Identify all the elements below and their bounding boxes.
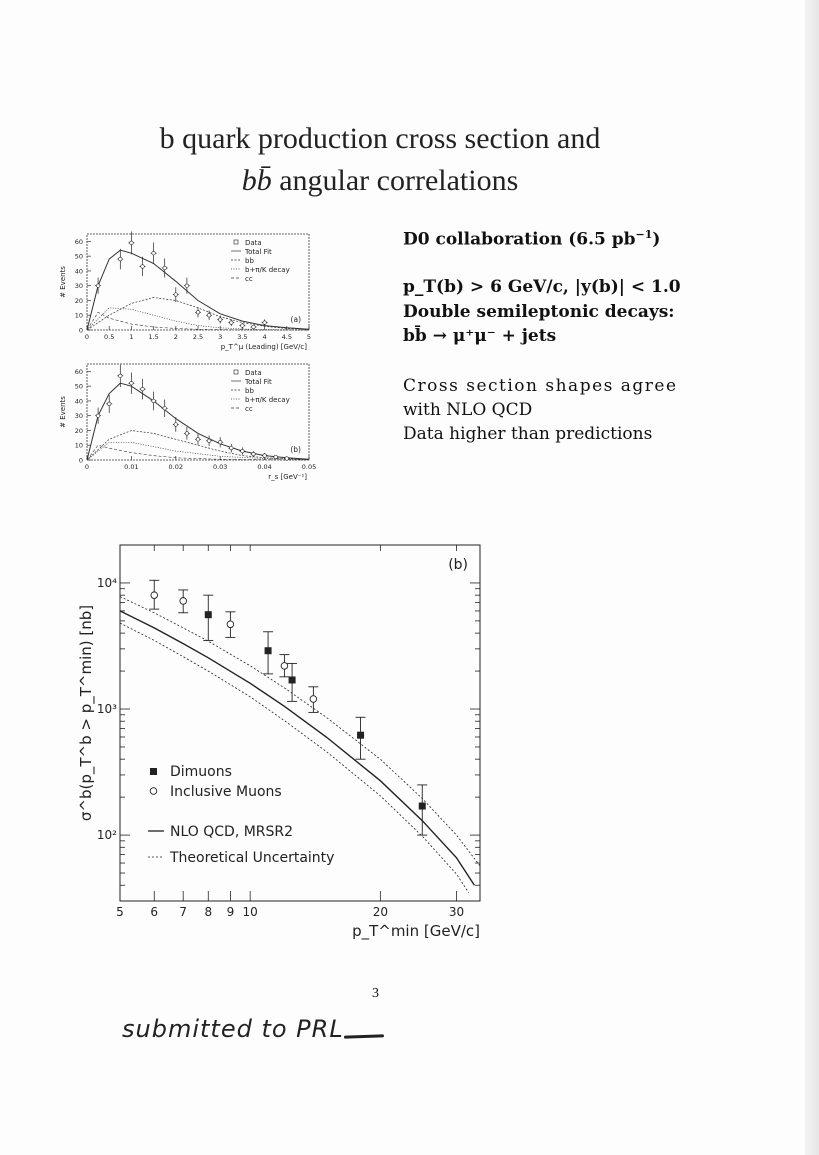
inclusive-muon-point [281,663,288,670]
legend-label: Data [245,369,262,377]
page-number: 3 [372,986,379,1001]
y-tick-label: 30 [74,412,83,421]
y-tick-label: 10⁴ [96,575,117,590]
collab-text: D0 collaboration (6.5 pb [403,229,636,250]
legend-marker-data [234,240,238,244]
agree-line-1: Cross section shapes agree [403,376,678,396]
x-axis-label: r_s [GeV⁻¹] [268,473,307,481]
title-line-2-rest: angular correlations [271,164,519,197]
y-tick-label: 50 [74,252,83,261]
y-tick-label: 10² [96,828,117,843]
dimuon-point [265,647,272,654]
panel-label: (b) [448,557,468,573]
page-title [140,118,620,202]
x-tick-label: 30 [448,905,465,919]
y-tick-label: 0 [78,456,83,465]
x-tick-label: 0.5 [104,333,115,341]
inclusive-muon-point [227,621,234,628]
data-point [263,321,267,325]
curve-totalfit [87,383,309,460]
x-tick-label: 1.5 [148,333,159,341]
decays-line-2: bb̄ → μ⁺μ⁻ + jets [403,326,557,346]
data-point [141,387,145,391]
title-line-1: b quark production cross section and [159,122,601,155]
x-tick-label: 7 [179,905,188,919]
data-point [230,446,234,450]
dimuon-point [289,676,296,683]
data-point [263,454,267,458]
y-tick-label: 20 [74,426,83,435]
x-tick-label: 0.05 [301,463,317,471]
inclusive-muon-point [151,592,158,599]
dimuon-point [357,732,364,739]
legend-label: b+π/K decay [245,396,290,404]
data-point [252,452,256,456]
data-point [218,318,222,322]
data-point [119,257,123,261]
data-point [241,324,245,328]
panel-label: (a) [290,315,301,324]
data-point [130,241,134,245]
y-tick-label: 40 [74,267,83,276]
legend-label-inclusive: Inclusive Muons [170,784,282,800]
panel-label: (b) [290,445,301,454]
y-tick-label: 40 [74,397,83,406]
title-bbbar: bb̄ [241,164,272,197]
agree-line-2: with NLO QCD [403,400,533,420]
curve-nlo-qcd [120,611,474,885]
x-tick-label: 4 [262,333,267,341]
data-point [207,313,211,317]
legend-label: Data [245,239,262,247]
legend-label-uncertainty: Theoretical Uncertainty [170,850,335,866]
legend-label: cc [245,405,253,413]
y-tick-label: 20 [74,296,83,305]
plot-a [55,228,320,358]
x-axis-label: p_T^μ (Leading) [GeV/c] [220,343,307,351]
x-tick-label: 0.04 [257,463,272,471]
x-tick-label: 20 [372,905,388,919]
legend-marker-dimuons [150,768,157,775]
collaboration-line [403,228,660,250]
x-tick-label: 5 [116,905,124,919]
data-point [207,439,211,443]
data-point [185,284,189,288]
dimuon-point [419,803,426,810]
x-tick-label: 2 [173,333,178,341]
inclusive-muon-point [310,696,317,703]
legend-marker-inclusive [150,788,157,795]
data-point [107,402,111,406]
decays-line-1: Double semileptonic decays: [403,302,675,322]
x-tick-label: 0.01 [124,463,139,471]
y-tick-label: 60 [74,237,83,246]
y-tick-label: 10 [74,441,83,450]
title-line-2 [140,160,620,202]
y-tick-label: 30 [74,282,83,291]
y-axis-label: σ^b(p_T^b > p_T^min) [nb] [77,604,95,822]
x-axis-label: p_T^min [GeV/c] [352,922,480,940]
x-tick-label: 0 [84,463,90,471]
y-tick-label: 50 [74,382,83,391]
data-point [185,432,189,436]
x-tick-label: 3.5 [237,333,248,341]
legend-label: Total Fit [245,378,272,386]
x-tick-label: 3 [218,333,223,341]
data-point [96,284,100,288]
data-point [141,265,145,269]
y-tick-label: 0 [78,326,83,335]
data-point [119,374,123,378]
legend-label: bb [245,257,254,265]
plot-frame [120,545,480,901]
x-tick-label: 10 [242,905,258,919]
y-tick-label: 10³ [96,702,117,717]
x-tick-label: 1 [129,333,134,341]
y-tick-label: 60 [74,367,83,376]
x-tick-label: 6 [150,905,159,919]
data-point [152,399,156,403]
data-point [163,266,167,270]
data-point [196,438,200,442]
collab-sup: −1 [635,228,653,241]
cut-line: p_T(b) > 6 GeV/c, |y(b)| < 1.0 [403,277,681,297]
handwritten-note: submitted to PRL [122,1015,344,1043]
legend-label: b+π/K decay [245,266,290,274]
x-tick-label: 8 [204,905,213,919]
data-point [163,407,167,411]
legend-label-dimuons: Dimuons [170,764,232,780]
handwritten-dash [344,1034,384,1038]
data-point [196,310,200,314]
y-axis-label: # Events [59,396,67,428]
y-tick-label: 10 [74,311,83,320]
x-tick-label: 2.5 [192,333,204,341]
data-point [152,251,156,255]
x-tick-label: 4.5 [281,333,292,341]
dimuon-point [205,611,212,618]
x-tick-label: 5 [306,333,312,341]
x-tick-label: 0.02 [168,463,184,471]
legend-marker-data [234,370,238,374]
collab-end: ) [652,229,661,250]
x-tick-label: 9 [226,905,235,919]
data-point [218,440,222,444]
data-point [230,321,234,325]
x-tick-label: 0.03 [212,463,228,471]
data-point [174,293,178,297]
plot-b [55,358,320,490]
data-point [241,449,245,453]
inclusive-muon-point [180,598,187,605]
data-point [96,414,100,418]
data-point [274,455,278,459]
data-point [252,325,256,329]
x-tick-label: 0 [84,333,90,341]
data-point [285,457,289,461]
page-edge-shadow [805,0,819,1155]
legend-label-nlo: NLO QCD, MRSR2 [170,824,294,840]
data-point [130,381,134,385]
plot-cross-section [75,538,495,958]
data-point [174,423,178,427]
y-axis-label: # Events [59,266,67,298]
legend-label: Total Fit [245,248,272,256]
higher-line: Data higher than predictions [403,424,653,444]
legend-label: cc [245,275,253,283]
legend-label: bb [245,387,254,395]
